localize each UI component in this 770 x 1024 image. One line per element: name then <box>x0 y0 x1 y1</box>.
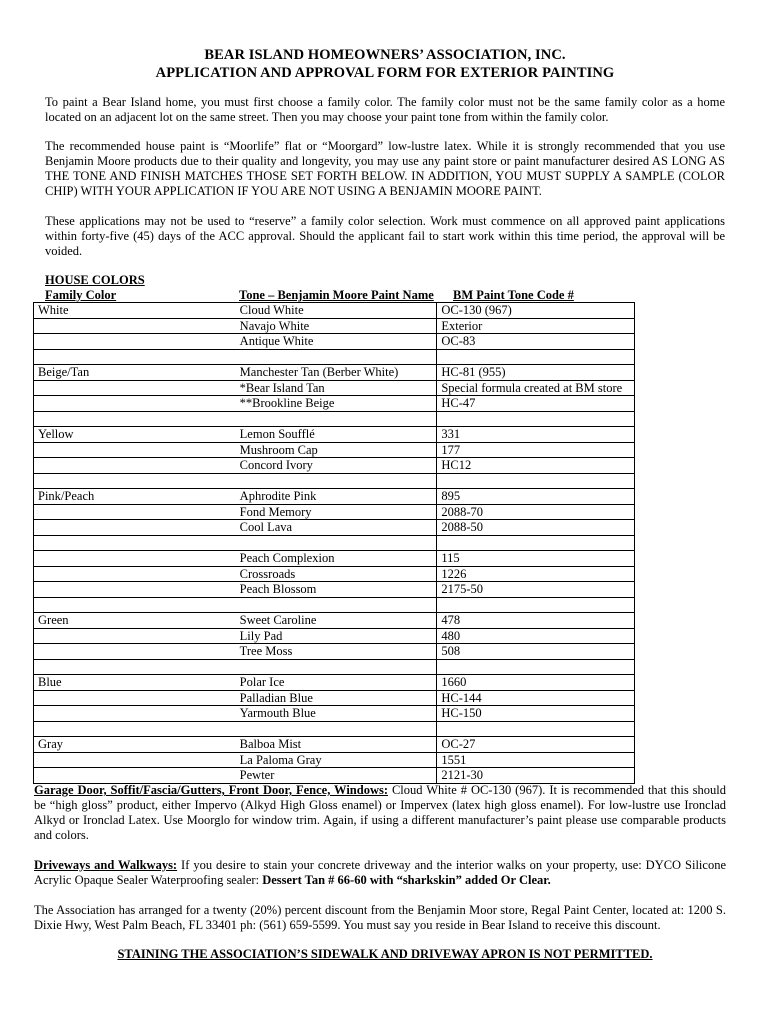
tone-cell: Palladian Blue <box>236 690 437 706</box>
table-row <box>34 458 635 474</box>
table-row <box>34 613 635 629</box>
garage-label: Garage Door, Soffit/Fascia/Gutters, Front Door, Fence, Windows: <box>34 783 389 797</box>
code-cell: 331 <box>437 427 635 443</box>
form-title-application: APPLICATION AND APPROVAL FORM FOR EXTERIOR PAINTING <box>155 65 615 81</box>
table-row <box>34 318 635 334</box>
tone-cell: Balboa Mist <box>236 737 437 753</box>
tone-cell: Mushroom Cap <box>236 442 437 458</box>
tone-cell: Fond Memory <box>236 504 437 520</box>
code-cell: 2121-30 <box>437 768 635 784</box>
code-cell: HC-150 <box>437 706 635 722</box>
family-cell <box>34 504 236 520</box>
family-cell: Yellow <box>34 427 236 443</box>
family-color-column-header: Family Color <box>45 288 117 302</box>
tone-cell: Aphrodite Pink <box>236 489 437 505</box>
garage-text: Cloud White # OC-130 (967). It is recommended that this should be “high gloss” product, either Impervo (Alkyd High Gloss enamel) or Impervex (latex high gloss enamel). For low-lustre use Ironclad Alkyd or Ironclad Latex. Use Moorglo for window trim. Again, if using a different manufacturer’s paint please use comparable products and colors. <box>34 783 726 842</box>
code-cell <box>437 349 635 365</box>
table-row <box>34 535 635 551</box>
family-cell: Pink/Peach <box>34 489 236 505</box>
table-row <box>34 380 635 396</box>
family-cell <box>34 659 236 675</box>
family-cell <box>34 721 236 737</box>
code-cell: 1551 <box>437 752 635 768</box>
family-cell <box>34 535 236 551</box>
code-cell: HC12 <box>437 458 635 474</box>
code-column-header: BM Paint Tone Code # <box>453 288 574 302</box>
code-cell: OC-130 (967) <box>437 303 635 319</box>
table-row <box>34 473 635 489</box>
code-cell <box>437 473 635 489</box>
garage-paragraph <box>34 783 726 843</box>
tone-cell: **Brookline Beige <box>236 396 437 412</box>
table-row <box>34 675 635 691</box>
discount-paragraph: The Association has arranged for a twenty (20%) percent discount from the Benjamin Moor store, Regal Paint Center, located at: 1200 S. Dixie Hwy, West Palm Beach, FL 33401 ph: (561) 659-5599. You must say you reside in Bear Island to receive this discount. <box>34 903 726 932</box>
table-row <box>34 721 635 737</box>
table-row <box>34 427 635 443</box>
family-cell: Gray <box>34 737 236 753</box>
tone-cell: Polar Ice <box>236 675 437 691</box>
table-row <box>34 442 635 458</box>
family-cell: Green <box>34 613 236 629</box>
driveways-text: If you desire to stain your concrete driveway and the interior walks on your property, use: DYCO Silicone Acrylic Opaque Sealer Waterproofing sealer: <box>34 858 726 887</box>
tone-cell: Sweet Caroline <box>236 613 437 629</box>
table-row <box>34 644 635 660</box>
tone-cell <box>236 473 437 489</box>
family-cell <box>34 318 236 334</box>
family-cell <box>34 334 236 350</box>
tone-cell: Antique White <box>236 334 437 350</box>
tone-cell: Cloud White <box>236 303 437 319</box>
family-cell: Beige/Tan <box>34 365 236 381</box>
table-row <box>34 659 635 675</box>
tone-cell: Lily Pad <box>236 628 437 644</box>
family-cell <box>34 473 236 489</box>
table-row <box>34 582 635 598</box>
tone-cell: Tree Moss <box>236 644 437 660</box>
driveways-bold-text: Dessert Tan # 66-60 with “sharkskin” added Or Clear. <box>262 873 551 887</box>
table-row <box>34 737 635 753</box>
code-cell <box>437 411 635 427</box>
table-row <box>34 504 635 520</box>
family-cell <box>34 690 236 706</box>
family-cell <box>34 566 236 582</box>
family-cell <box>34 597 236 613</box>
table-row <box>34 768 635 784</box>
tone-cell: Crossroads <box>236 566 437 582</box>
family-cell <box>34 442 236 458</box>
family-cell: White <box>34 303 236 319</box>
table-row <box>34 411 635 427</box>
family-cell <box>34 582 236 598</box>
code-cell: HC-47 <box>437 396 635 412</box>
tone-cell: Peach Complexion <box>236 551 437 567</box>
tone-cell: Navajo White <box>236 318 437 334</box>
family-cell <box>34 458 236 474</box>
family-cell <box>34 396 236 412</box>
family-cell: Blue <box>34 675 236 691</box>
code-cell: Exterior <box>437 318 635 334</box>
code-cell <box>437 721 635 737</box>
table-row <box>34 566 635 582</box>
table-row <box>34 690 635 706</box>
code-cell: 115 <box>437 551 635 567</box>
tone-column-header: Tone – Benjamin Moore Paint Name <box>239 288 434 302</box>
family-cell <box>34 768 236 784</box>
table-row <box>34 489 635 505</box>
table-row <box>34 334 635 350</box>
house-colors-heading: HOUSE COLORS <box>45 273 145 287</box>
intro-paragraph-reserve-rules: These applications may not be used to “reserve” a family color selection. Work must commence on all approved paint applications within forty-five (45) days of the ACC approval. Should the applicant fail to start work within this time period, the approval will be voided. <box>45 214 725 258</box>
tone-cell: Concord Ivory <box>236 458 437 474</box>
code-cell: 2088-70 <box>437 504 635 520</box>
family-cell <box>34 380 236 396</box>
form-title-association: BEAR ISLAND HOMEOWNERS’ ASSOCIATION, INC. <box>204 47 566 63</box>
house-colors-table <box>33 302 635 784</box>
table-row <box>34 520 635 536</box>
tone-cell: La Paloma Gray <box>236 752 437 768</box>
table-row <box>34 396 635 412</box>
table-row <box>34 365 635 381</box>
code-cell: 1226 <box>437 566 635 582</box>
code-cell: 508 <box>437 644 635 660</box>
tone-cell: Yarmouth Blue <box>236 706 437 722</box>
family-cell <box>34 411 236 427</box>
tone-cell: Lemon Soufflé <box>236 427 437 443</box>
table-row <box>34 706 635 722</box>
tone-cell <box>236 721 437 737</box>
table-row <box>34 551 635 567</box>
code-cell: Special formula created at BM store <box>437 380 635 396</box>
intro-paragraph-family-color: To paint a Bear Island home, you must first choose a family color. The family color must not be the same family color as a home located on an adjacent lot on the same street. Then you may choose your paint tone from within the family color. <box>45 95 725 124</box>
code-cell: 2088-50 <box>437 520 635 536</box>
code-cell: HC-144 <box>437 690 635 706</box>
table-row <box>34 303 635 319</box>
code-cell: 480 <box>437 628 635 644</box>
code-cell: 2175-50 <box>437 582 635 598</box>
tone-cell <box>236 597 437 613</box>
staining-notice: STAINING THE ASSOCIATION’S SIDEWALK AND DRIVEWAY APRON IS NOT PERMITTED. <box>117 947 653 961</box>
family-cell <box>34 520 236 536</box>
family-cell <box>34 752 236 768</box>
tone-cell <box>236 411 437 427</box>
tone-cell <box>236 349 437 365</box>
tone-cell: *Bear Island Tan <box>236 380 437 396</box>
code-cell <box>437 597 635 613</box>
tone-cell: Cool Lava <box>236 520 437 536</box>
table-row <box>34 628 635 644</box>
family-cell <box>34 551 236 567</box>
code-cell: 895 <box>437 489 635 505</box>
table-row <box>34 597 635 613</box>
family-cell <box>34 706 236 722</box>
code-cell <box>437 535 635 551</box>
intro-paragraph-recommended-paint: The recommended house paint is “Moorlife” flat or “Moorgard” low-lustre latex. While it is strongly recommended that you use Benjamin Moore products due to their quality and longevity, you may use any paint store or paint manufacturer desired AS LONG AS THE TONE AND FINISH MATCHES THOSE SET FORTH BELOW. IN ADDITION, YOU MUST SUPPLY A SAMPLE (COLOR CHIP) WITH YOUR APPLICATION IF YOU ARE NOT USING A BENJAMIN MOORE PAINT. <box>45 139 725 198</box>
code-cell: 478 <box>437 613 635 629</box>
code-cell: OC-83 <box>437 334 635 350</box>
table-row <box>34 349 635 365</box>
tone-cell <box>236 535 437 551</box>
code-cell: 177 <box>437 442 635 458</box>
family-cell <box>34 628 236 644</box>
table-row <box>34 752 635 768</box>
code-cell <box>437 659 635 675</box>
driveways-paragraph <box>34 858 726 888</box>
driveways-label: Driveways and Walkways: <box>34 858 178 872</box>
code-cell: OC-27 <box>437 737 635 753</box>
tone-cell: Manchester Tan (Berber White) <box>236 365 437 381</box>
code-cell: 1660 <box>437 675 635 691</box>
tone-cell: Peach Blossom <box>236 582 437 598</box>
tone-cell <box>236 659 437 675</box>
family-cell <box>34 349 236 365</box>
tone-cell: Pewter <box>236 768 437 784</box>
family-cell <box>34 644 236 660</box>
code-cell: HC-81 (955) <box>437 365 635 381</box>
